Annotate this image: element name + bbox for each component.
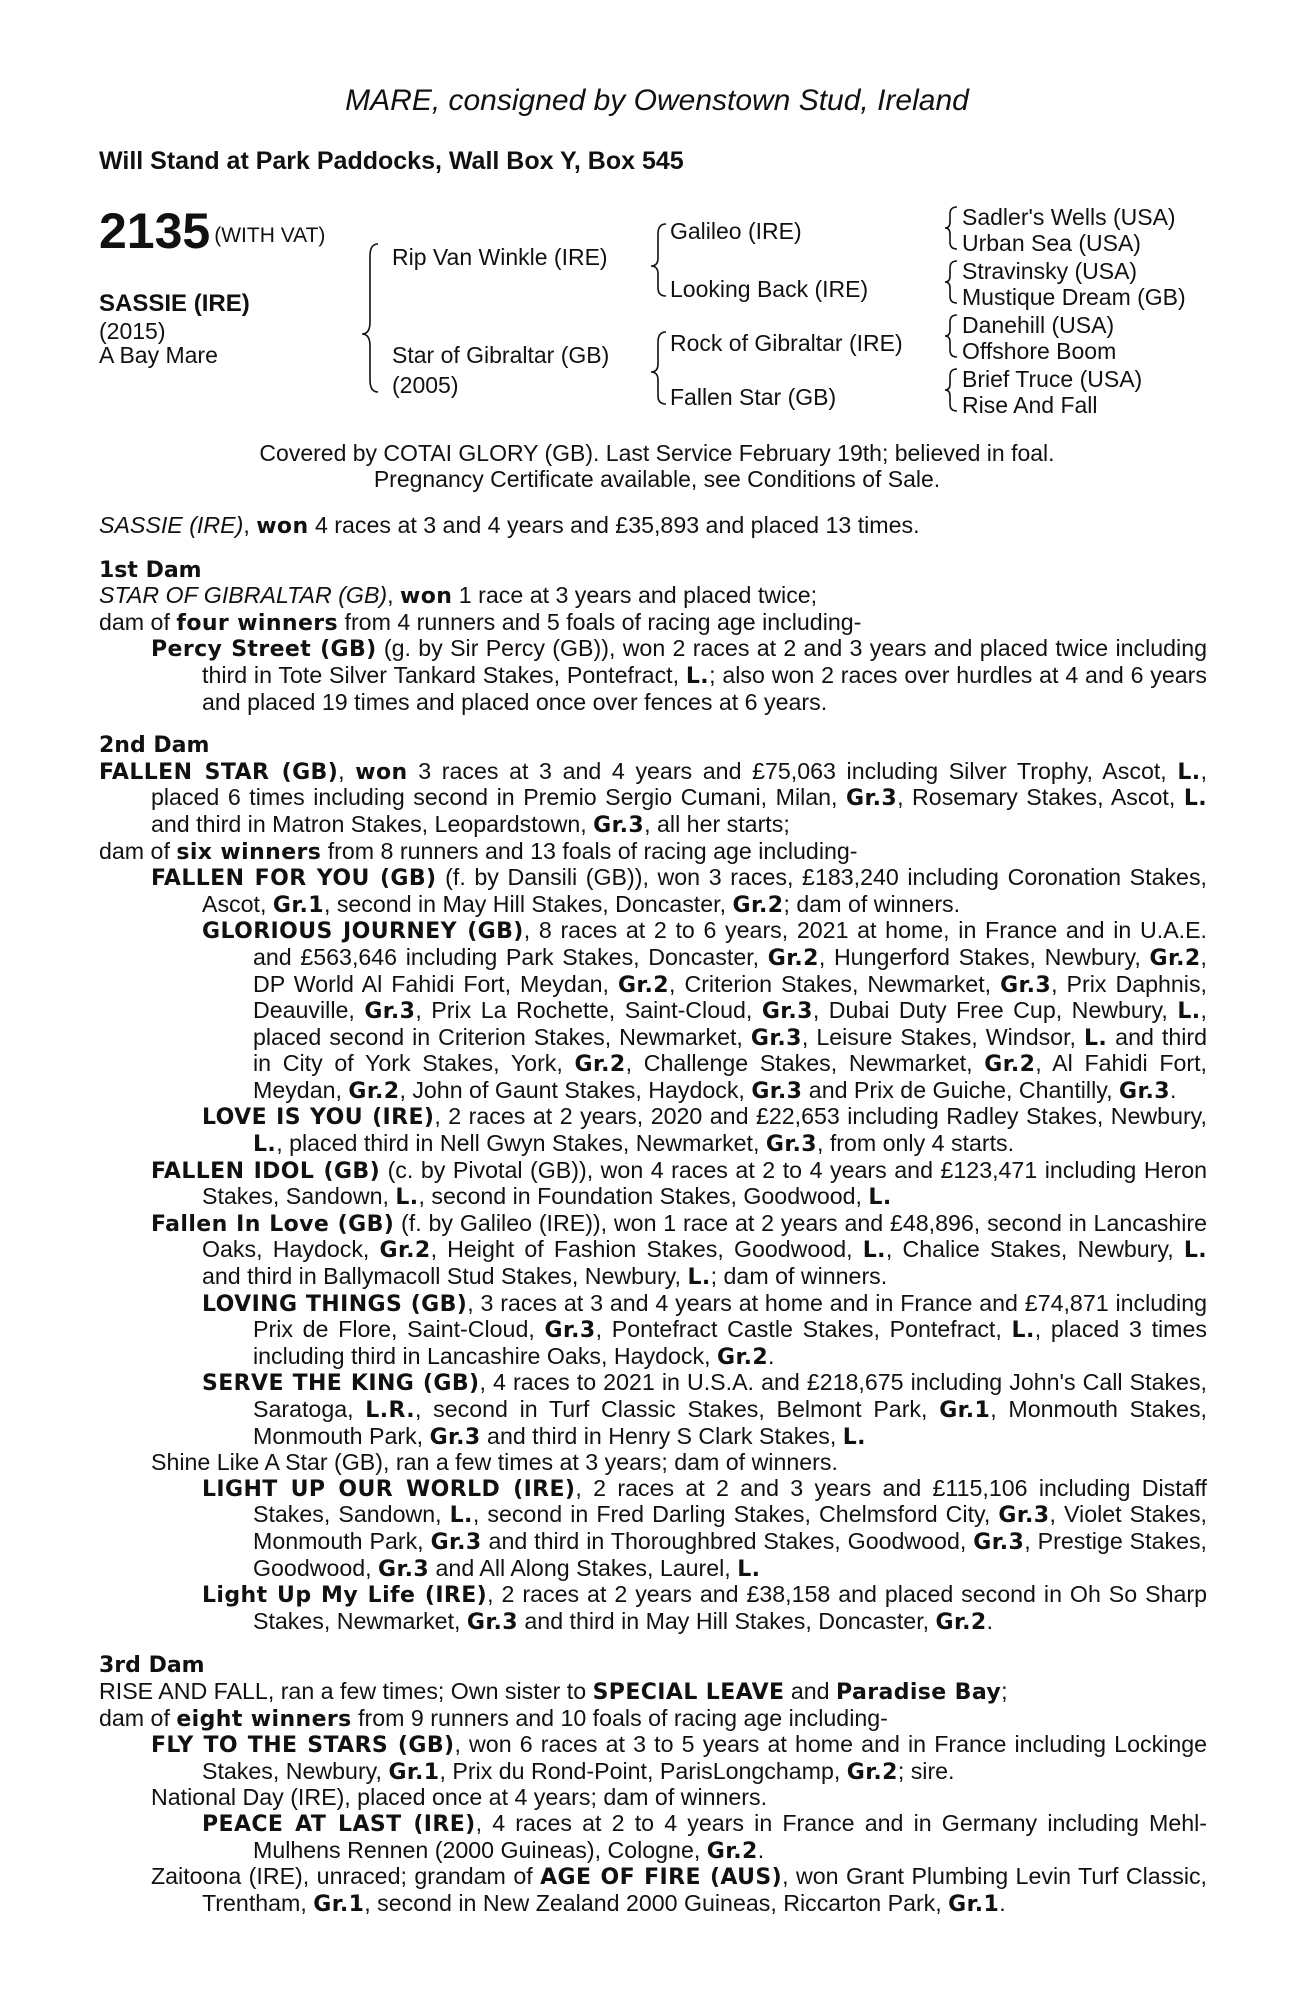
text: RISE AND FALL, ran a few times; Own sister to — [99, 1677, 593, 1704]
first-dam-heading: 1st Dam — [99, 557, 202, 583]
text: , Al Fahidi Fort, Meydan, — [253, 1050, 1207, 1103]
text: , second in May Hill Stakes, Doncaster, — [323, 890, 733, 917]
intro-won: won — [256, 514, 309, 539]
horse-name: FLY TO THE STARS (GB) — [151, 1733, 455, 1759]
grade: Gr.3 — [544, 1318, 596, 1344]
horse-name: LOVING THINGS (GB) — [202, 1291, 468, 1317]
serve-the-king-entry — [99, 1370, 1207, 1450]
horse-name: FALLEN IDOL (GB) — [151, 1158, 381, 1184]
grade: Gr.3 — [998, 1503, 1050, 1529]
text: and third in Henry S Clark Stakes, — [480, 1422, 843, 1449]
won: won — [355, 759, 408, 785]
text: , second in Turf Classic Stakes, Belmont Park, — [414, 1396, 940, 1422]
text: , all her starts; — [644, 810, 790, 837]
grade: L. — [1011, 1318, 1035, 1344]
intro-horse-name: SASSIE (IRE) — [99, 512, 244, 538]
grade: Gr.1 — [388, 1759, 440, 1785]
pedigree-sire-dam: Looking Back (IRE) — [670, 276, 869, 302]
text: ; — [1001, 1677, 1008, 1704]
pedigree-dam-sire: Rock of Gibraltar (IRE) — [670, 330, 903, 356]
text: dam of — [99, 837, 177, 864]
text: . — [986, 1607, 994, 1634]
first-dam-name: STAR OF GIBRALTAR (GB) — [99, 582, 388, 609]
text: , John of Gaunt Stakes, Haydock, — [399, 1076, 752, 1103]
national-day-entry: National Day (IRE), placed once at 4 years; dam of winners. — [151, 1784, 768, 1811]
lot-number-value: 2135 — [99, 203, 211, 259]
grade: L. — [842, 1424, 866, 1450]
grade: L. — [868, 1185, 892, 1211]
pedigree-brace-6 — [945, 315, 957, 357]
first-dam-produce-line — [99, 610, 1207, 637]
horse-name: GLORIOUS JOURNEY (GB) — [202, 919, 524, 945]
horse-name: Percy Street (GB) — [151, 637, 377, 663]
pedigree-sss: Sadler's Wells (USA) — [962, 204, 1176, 230]
cover-line-2: Pregnancy Certificate available, see Conditions of Sale. — [373, 466, 941, 492]
pedigree-sdd: Mustique Dream (GB) — [962, 284, 1186, 310]
text: (f. by Dansili (GB)), won 3 races, £183,240 including Coronation Stakes, Ascot, — [202, 864, 1207, 917]
first-dam-rest: 1 race at 3 years and placed twice; — [452, 582, 818, 609]
grade: L.R. — [365, 1398, 415, 1423]
catalogue-title: MARE, consigned by Owenstown Stud, Ireland — [345, 84, 969, 117]
grade: Gr.1 — [939, 1398, 991, 1423]
text: from 4 runners and 5 foals of racing age including- — [338, 608, 862, 635]
grade: Gr.2 — [717, 1344, 769, 1370]
grade: L. — [1183, 786, 1208, 812]
zaitoona-entry — [99, 1864, 1207, 1917]
glorious-journey-entry — [99, 918, 1207, 1104]
grade: Gr.2 — [984, 1052, 1036, 1078]
text: , won 6 races at 3 to 5 years at home and in France including Lockinge Stakes, Newbury, — [202, 1731, 1208, 1784]
fly-to-the-stars-entry — [99, 1732, 1207, 1785]
text: (c. by Pivotal (GB)), won 4 races at 2 to 4 years and £123,471 including Heron Stakes, Sandown, — [202, 1156, 1207, 1210]
text: , 8 races at 2 to 6 years, 2021 at home, in France and in U.A.E. and £563,646 including Park Stakes, Doncaster, — [253, 917, 1208, 970]
text: ; dam of winners. — [710, 1263, 888, 1290]
text: , Leisure Stakes, Windsor, — [801, 1023, 1084, 1050]
text: , Violet Stakes, Monmouth Park, — [253, 1501, 1207, 1554]
intro-rest: 4 races at 3 and 4 years and £35,893 and placed 13 times. — [308, 512, 920, 538]
text: , Prix du Rond-Point, ParisLongchamp, — [439, 1757, 847, 1784]
produce-record — [99, 513, 1207, 1917]
grade: Gr.2 — [767, 945, 819, 971]
grade: L. — [1083, 1025, 1108, 1051]
text: , 2 races at 2 years and £38,158 and placed second in Oh So Sharp Stakes, Newmarket, — [253, 1581, 1207, 1634]
pedigree-brace-5 — [945, 261, 957, 303]
horse-name: SPECIAL LEAVE — [592, 1679, 785, 1705]
text: dam of — [99, 608, 177, 635]
pedigree-ssd: Urban Sea (USA) — [962, 230, 1141, 256]
text: , placed 6 times including second in Premio Sergio Cumani, Milan, — [151, 757, 1208, 811]
pedigree-dss: Danehill (USA) — [962, 312, 1115, 338]
grade: L. — [1183, 1238, 1207, 1264]
text: ; also won 2 races over hurdles at 4 and 6 years and placed 19 times and placed once over fences at 6 years. — [202, 661, 1207, 715]
horse-name: SASSIE (IRE) — [99, 290, 250, 317]
text: , Prestige Stakes, Goodwood, — [253, 1527, 1207, 1581]
horse-name: SERVE THE KING (GB) — [202, 1371, 480, 1397]
grade: L. — [395, 1185, 419, 1211]
text: and — [784, 1677, 837, 1704]
pedigree-brace-2 — [651, 224, 666, 296]
text: , Dubai Duty Free Cup, Newbury, — [812, 997, 1178, 1024]
grade: Gr.2 — [379, 1238, 431, 1264]
text: (g. by Sir Percy (GB)), won 2 races at 2 and 3 years and placed twice including third in Tote Silver Tankard Stakes, Pontefract, — [202, 635, 1208, 688]
fallen-idol-entry — [99, 1158, 1207, 1211]
pedigree-dds: Brief Truce (USA) — [962, 366, 1143, 392]
pedigree-dam-dam: Fallen Star (GB) — [670, 384, 837, 410]
horse-name: FALLEN STAR (GB) — [99, 759, 339, 785]
winners-count: six winners — [176, 839, 322, 865]
horse-year: (2015) — [99, 318, 166, 344]
pedigree-dsd: Offshore Boom — [962, 338, 1117, 364]
second-dam-heading: 2nd Dam — [99, 733, 210, 759]
grade: Gr.3 — [765, 1132, 817, 1158]
text: ; dam of winners. — [783, 890, 961, 917]
text: , 4 races at 2 to 4 years in France and in Germany including Mehl-Mulhens Rennen (2000 Guineas), Cologne, — [253, 1809, 1207, 1863]
text: , second in Fred Darling Stakes, Chelmsford City, — [472, 1501, 999, 1528]
grade: Gr.2 — [706, 1838, 758, 1864]
pedigree-sire-sire: Galileo (IRE) — [670, 218, 802, 244]
text: and All Along Stakes, Laurel, — [429, 1554, 738, 1581]
text: ; sire. — [897, 1757, 955, 1784]
winners-count: eight winners — [176, 1706, 352, 1732]
grade: L. — [253, 1132, 277, 1158]
text: . — [999, 1889, 1006, 1916]
grade: Gr.3 — [364, 999, 416, 1025]
horse-name: LIGHT UP OUR WORLD (IRE) — [202, 1476, 576, 1502]
text: , DP World Al Fahidi Fort, Meydan, — [253, 943, 1207, 997]
grade: Gr.3 — [846, 786, 898, 812]
loving-things-entry — [99, 1291, 1207, 1371]
text: , Height of Fashion Stakes, Goodwood, — [430, 1236, 863, 1263]
text: , Monmouth Stakes, Monmouth Park, — [253, 1396, 1207, 1449]
grade: Gr.2 — [1149, 945, 1201, 971]
grade: L. — [737, 1556, 761, 1582]
pedigree-sire: Rip Van Winkle (IRE) — [392, 244, 608, 270]
text: . — [1170, 1076, 1177, 1103]
grade: Gr.3 — [1118, 1078, 1171, 1104]
first-dam-line: STAR OF GIBRALTAR (GB), won 1 race at 3 years and placed twice; — [99, 582, 818, 610]
grade: Gr.2 — [846, 1759, 898, 1785]
pedigree-brace-1 — [362, 244, 378, 392]
horse-name: Fallen In Love (GB) — [151, 1211, 395, 1237]
text: and Prix de Guiche, Chantilly, — [802, 1076, 1119, 1103]
grade: L. — [687, 1265, 711, 1291]
text: , won Grant Plumbing Levin Turf Classic, Trentham, — [202, 1863, 1208, 1916]
pedigree-brace-3 — [651, 332, 666, 404]
grade: Gr.2 — [935, 1609, 987, 1635]
text: (f. by Galileo (IRE)), won 1 race at 2 years and £48,896, second in Lancashire Oaks, Haydock, — [202, 1209, 1207, 1263]
third-dam-line — [99, 1679, 1207, 1706]
text: , 4 races to 2021 in U.S.A. and £218,675 including John's Call Stakes, Saratoga, — [253, 1369, 1207, 1422]
pedigree-dam-year: (2005) — [392, 372, 459, 398]
grade: Gr.1 — [313, 1891, 365, 1917]
text: and third in May Hill Stakes, Doncaster, — [517, 1607, 936, 1634]
grade: Gr.2 — [617, 972, 670, 998]
text: and third in Matron Stakes, Leopardstown, — [151, 810, 594, 837]
percy-street-entry — [99, 636, 1207, 715]
pedigree-ddd: Rise And Fall — [962, 392, 1098, 418]
horse-description: A Bay Mare — [99, 342, 218, 368]
grade: L. — [449, 1503, 473, 1529]
peace-at-last-entry — [99, 1811, 1207, 1864]
text: , Challenge Stakes, Newmarket, — [625, 1050, 985, 1077]
text: , placed second in Criterion Stakes, Newmarket, — [253, 997, 1207, 1050]
text: 3 races at 3 and 4 years and £75,063 including Silver Trophy, Ascot, — [407, 757, 1178, 784]
text: Zaitoona (IRE), unraced; grandam of — [151, 1863, 541, 1890]
text: . — [757, 1836, 765, 1863]
light-up-my-life-entry — [99, 1582, 1207, 1635]
horse-name: Paradise Bay — [836, 1679, 1002, 1705]
text: and third in City of York Stakes, York, — [253, 1023, 1207, 1077]
third-dam-produce-line — [99, 1706, 1207, 1733]
grade: L. — [862, 1238, 886, 1264]
third-dam-heading: 3rd Dam — [99, 1653, 205, 1679]
text: and third in Thoroughbred Stakes, Goodwood, — [481, 1527, 974, 1554]
text: , 2 races at 2 and 3 years and £115,106 including Distaff Stakes, Sandown, — [253, 1474, 1207, 1528]
text: , 2 races at 2 years, 2020 and £22,653 including Radley Stakes, Newbury, — [434, 1103, 1208, 1130]
first-dam-won: won — [400, 584, 453, 610]
pedigree-brace-7 — [945, 369, 957, 411]
grade: Gr.2 — [574, 1052, 626, 1078]
text: , from only 4 starts. — [816, 1130, 1015, 1157]
shine-like-a-star-entry: Shine Like A Star (GB), ran a few times at 3 years; dam of winners. — [151, 1449, 838, 1476]
grade: Gr.1 — [272, 892, 324, 918]
cover-info — [0, 440, 1314, 492]
text: and third in Ballymacoll Stud Stakes, Newbury, — [202, 1263, 688, 1290]
grade: Gr.1 — [948, 1891, 1000, 1917]
grade: Gr.3 — [751, 1078, 803, 1104]
pedigree-dam: Star of Gibraltar (GB) — [392, 342, 610, 368]
text: , 3 races at 3 and 4 years at home and in France and £74,871 including Prix de Flore, Saint-Cloud, — [253, 1289, 1207, 1343]
grade: Gr.3 — [1000, 972, 1052, 998]
horse-name: LOVE IS YOU (IRE) — [202, 1105, 435, 1131]
grade: L. — [1177, 999, 1201, 1025]
text: , second in New Zealand 2000 Guineas, Riccarton Park, — [364, 1889, 949, 1916]
horse-name: PEACE AT LAST (IRE) — [202, 1811, 476, 1837]
text: from 9 runners and 10 foals of racing age including- — [351, 1704, 888, 1731]
text: , Prix Daphnis, Deauville, — [253, 970, 1207, 1024]
grade: Gr.3 — [430, 1529, 482, 1555]
text: , placed 3 times including third in Lancashire Oaks, Haydock, — [253, 1316, 1207, 1369]
second-dam-line: FALLEN STAR (GB), won 3 races at 3 and 4 years and £75,063 including Silver Trophy, Ascot, L., placed 6 times including second in Premio Sergio Cumani, Milan, Gr.3, Rosemary Stakes, Ascot, L. and third in Matron Stakes, Leopardstown, Gr.3, all her starts; — [99, 757, 1208, 838]
light-up-our-world-entry — [99, 1476, 1207, 1582]
second-dam-produce-line — [99, 839, 1207, 866]
fallen-for-you-entry — [99, 865, 1207, 918]
winners-count: four winners — [176, 610, 339, 636]
grade: Gr.2 — [732, 892, 784, 918]
pedigree-brace-4 — [945, 207, 957, 249]
grade: Gr.3 — [429, 1424, 481, 1450]
text: dam of — [99, 1704, 177, 1731]
text: from 8 runners and 13 foals of racing age including- — [321, 837, 858, 864]
intro-line: SASSIE (IRE), won 4 races at 3 and 4 years and £35,893 and placed 13 times. — [99, 512, 920, 539]
text: , Chalice Stakes, Newbury, — [885, 1236, 1184, 1263]
vat-label: (WITH VAT) — [214, 224, 326, 247]
grade: Gr.3 — [761, 999, 813, 1025]
text: , Criterion Stakes, Newmarket, — [669, 970, 1001, 997]
text: , placed third in Nell Gwyn Stakes, Newmarket, — [276, 1130, 766, 1157]
grade: L. — [685, 663, 710, 689]
text: , Prix La Rochette, Saint-Cloud, — [415, 997, 762, 1024]
text: . — [768, 1342, 775, 1369]
horse-name: FALLEN FOR YOU (GB) — [151, 866, 437, 892]
grade: Gr.3 — [973, 1529, 1025, 1555]
box-location: Will Stand at Park Paddocks, Wall Box Y, Box 545 — [99, 147, 684, 175]
pedigree-sds: Stravinsky (USA) — [962, 258, 1138, 284]
text: , second in Foundation Stakes, Goodwood, — [418, 1183, 869, 1210]
grade: L. — [1177, 759, 1201, 785]
text: , Pontefract Castle Stakes, Pontefract, — [595, 1316, 1012, 1343]
horse-name: AGE OF FIRE (AUS) — [540, 1865, 783, 1891]
love-is-you-entry — [99, 1104, 1207, 1157]
grade: Gr.3 — [750, 1025, 802, 1051]
grade: Gr.3 — [593, 812, 645, 838]
fallen-in-love-entry — [99, 1211, 1207, 1291]
horse-name: Light Up My Life (IRE) — [202, 1583, 488, 1609]
text: , Hungerford Stakes, Newbury, — [818, 943, 1150, 970]
grade: Gr.3 — [378, 1556, 430, 1582]
grade: Gr.2 — [348, 1078, 400, 1104]
text: , Rosemary Stakes, Ascot, — [897, 784, 1184, 811]
grade: Gr.3 — [466, 1609, 518, 1635]
cover-line-1: Covered by COTAI GLORY (GB). Last Service February 19th; believed in foal. — [259, 440, 1055, 466]
